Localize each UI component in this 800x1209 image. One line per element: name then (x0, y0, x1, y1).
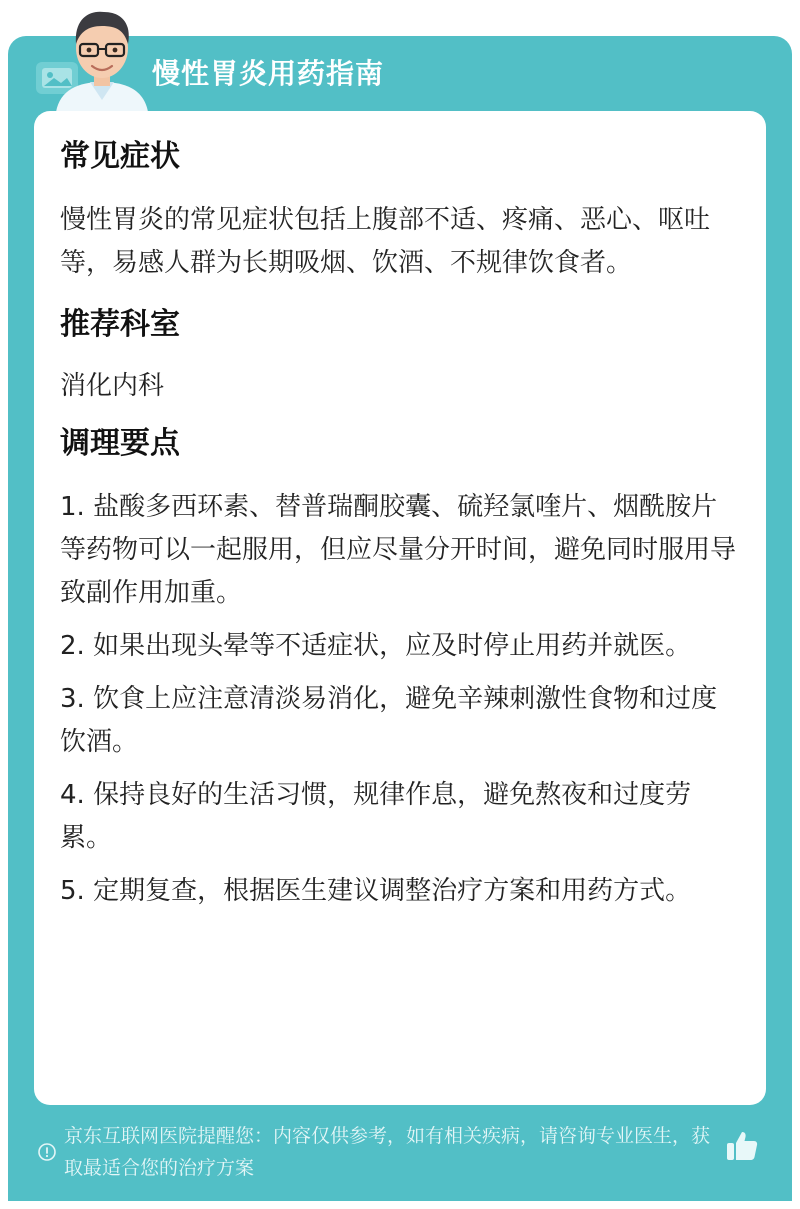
section-title-symptoms: 常见症状 (60, 139, 180, 174)
care-item: 3. 饮食上应注意清淡易消化，避免辛辣刺激性食物和过度饮酒。 (60, 684, 718, 757)
care-item: 1. 盐酸多西环素、替普瑞酮胶囊、硫羟氯喹片、烟酰胺片等药物可以一起服用，但应尽量分开时间，避免同时服用导致副作用加重。 (60, 492, 737, 608)
page-title: 慢性胃炎用药指南 (152, 57, 385, 90)
thumbs-up-icon[interactable] (724, 1128, 760, 1164)
disclaimer-text: 京东互联网医院提醒您：内容仅供参考，如有相关疾病，请咨询专业医生，获取最适合您的治疗方案 (64, 1125, 711, 1179)
content-card (34, 111, 766, 1105)
section-title-care: 调理要点 (60, 426, 180, 461)
symptoms-text: 慢性胃炎的常见症状包括上腹部不适、疼痛、恶心、呕吐等，易感人群为长期吸烟、饮酒、不规律饮食者。 (60, 205, 711, 278)
care-item: 2. 如果出现头晕等不适症状，应及时停止用药并就医。 (60, 631, 692, 661)
department-text: 消化内科 (60, 371, 165, 401)
content-body (60, 111, 740, 913)
care-item: 4. 保持良好的生活习惯，规律作息，避免熬夜和过度劳累。 (60, 780, 692, 853)
doctor-avatar (46, 4, 158, 112)
section-title-department: 推荐科室 (60, 307, 180, 342)
care-item: 5. 定期复查，根据医生建议调整治疗方案和用药方式。 (60, 876, 692, 906)
